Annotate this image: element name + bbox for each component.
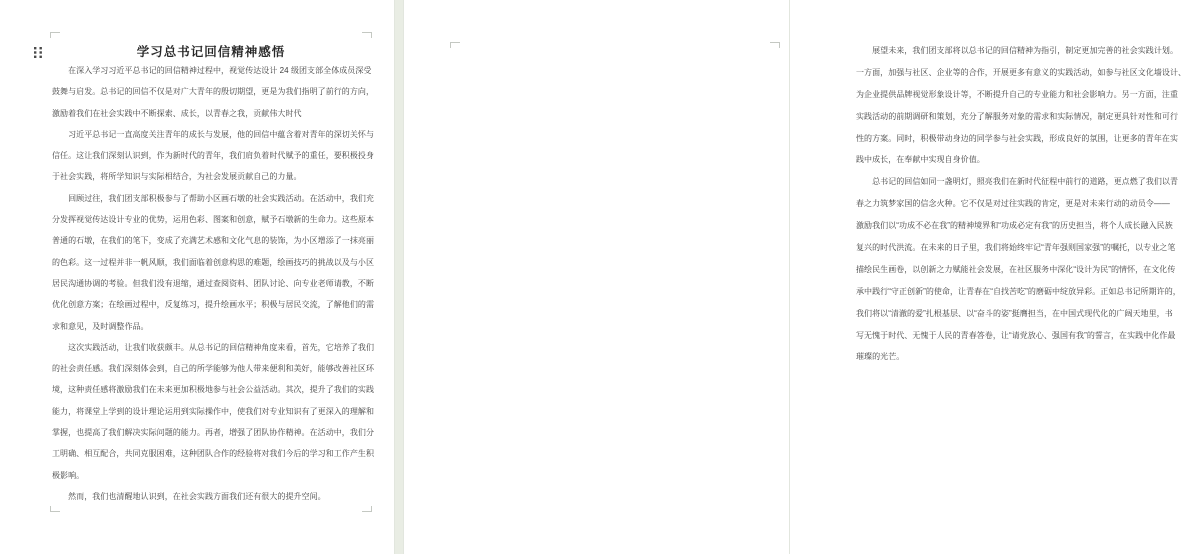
- text-line: 的社会责任感。我们深刻体会到，自己的所学能够为他人带来便利和美好，能够改善社区环: [52, 364, 374, 374]
- corner-mark-top-right-icon: [362, 32, 372, 38]
- text-line: 展望未来，我们团支部将以总书记的回信精神为指引，制定更加完善的社会实践计划。: [856, 46, 1178, 55]
- text-line: 描绘民生画卷，以创新之力赋能社会发展，在社区服务中深化“设计为民”的情怀，在文化传: [856, 264, 1176, 274]
- page-1-text[interactable]: [52, 66, 374, 513]
- text-line: 春之力筑梦家国的信念火种。它不仅是对过往实践的肯定，更是对未来行动的动员令——: [856, 199, 1170, 209]
- page-2-text[interactable]: [856, 46, 1186, 374]
- document-page-1[interactable]: [0, 0, 394, 554]
- corner-mark-top-right-icon: [770, 42, 780, 48]
- corner-mark-top-left-icon: [450, 42, 460, 48]
- document-title: 学习总书记回信精神感悟: [136, 45, 286, 59]
- text-line: 境，这种责任感将激励我们在未来更加积极地参与社会公益活动。其次，提升了我们的实践: [52, 385, 374, 395]
- text-line: 工明确、相互配合，共同克服困难，这种团队合作的经验将对我们今后的学习和工作产生积: [52, 449, 374, 459]
- text-line: 信任。这让我们深刻认识到，作为新时代的青年，我们肩负着时代赋予的重任，要积极投身: [52, 151, 374, 161]
- text-line: 求和意见，及时调整作品。: [52, 321, 149, 331]
- text-line: 性的方案。同时，积极带动身边的同学参与社会实践，形成良好的氛围，让更多的青年在实: [856, 133, 1178, 143]
- text-line: 鼓舞与启发。总书记的回信不仅是对广大青年的殷切期望，更是为我们指明了前行的方向，: [52, 87, 374, 97]
- text-line: 于社会实践，将所学知识与实际相结合，为社会发展贡献自己的力量。: [52, 172, 302, 182]
- text-line: 优化创意方案；在绘画过程中，反复练习，提升绘画水平；积极与居民交流，了解他们的需: [52, 300, 374, 310]
- text-line: 在深入学习习近平总书记的回信精神过程中，视觉传达设计 24 级团支部全体成员深受: [52, 66, 372, 75]
- text-line: 承中践行“守正创新”的使命，让青春在“自找苦吃”的磨砺中绽放异彩。正如总书记所期许的，: [856, 286, 1181, 296]
- text-line: 一方面，加强与社区、企业等的合作，开展更多有意义的实践活动，如参与社区文化墙设计、: [856, 67, 1186, 77]
- text-line: 分发挥视觉传达设计专业的优势，运用色彩、图案和创意，赋予石墩新的生命力。这些原本: [52, 215, 374, 225]
- text-line: 居民沟通协调的考验。但我们没有退缩，通过查阅资料、团队讨论、向专业老师请教，不断: [52, 278, 374, 288]
- page-2-right-edge: [789, 0, 790, 554]
- text-line: 实践活动的前期调研和策划，充分了解服务对象的需求和实际情况，制定更具针对性和可行: [856, 111, 1178, 121]
- text-line: 璀璨的光芒。: [856, 352, 905, 362]
- corner-mark-top-left-icon: [50, 32, 60, 38]
- text-line: 的色彩。这一过程并非一帆风顺，我们面临着创意构思的难题，绘画技巧的挑战以及与小区: [52, 257, 374, 267]
- text-line: 回顾过往，我们团支部积极参与了帮助小区画石墩的社会实践活动。在活动中，我们充: [52, 193, 374, 203]
- text-line: 复兴的时代洪流。在未来的日子里，我们将始终牢记“青年强则国家强”的嘱托，以专业之笔: [856, 243, 1176, 253]
- text-line: 这次实践活动，让我们收获颇丰。从总书记的回信精神角度来看，首先，它培养了我们: [52, 342, 374, 352]
- drag-handle-dots: [32, 46, 44, 59]
- text-line: 掌握，也提高了我们解决实际问题的能力。再者，增强了团队协作精神。在活动中，我们分: [52, 428, 374, 438]
- text-line: 极影响。: [52, 470, 85, 480]
- text-line: 总书记的回信如同一盏明灯，照亮我们在新时代征程中前行的道路，更点燃了我们以青: [856, 177, 1178, 187]
- text-line: 写无愧于时代、无愧于人民的青春答卷，让“请党放心、强国有我”的誓言，在实践中化作最: [856, 330, 1176, 340]
- text-line: 习近平总书记一直高度关注青年的成长与发展，他的回信中蕴含着对青年的深切关怀与: [52, 129, 374, 139]
- document-page-2[interactable]: [404, 0, 1186, 554]
- text-line: 普通的石墩，在我们的笔下，变成了充满艺术感和文化气息的装饰，为小区增添了一抹亮丽: [52, 236, 374, 246]
- text-line: 能力，将课堂上学到的设计理论运用到实际操作中，使我们对专业知识有了更深入的理解和: [52, 406, 374, 416]
- text-line: 激励着我们在社会实践中不断探索、成长，以青春之我，贡献伟大时代: [52, 108, 302, 118]
- text-line: 践中成长，在奉献中实现自身价值。: [856, 155, 985, 165]
- text-line: 为企业提供品牌视觉形象设计等，不断提升自己的专业能力和社会影响力。另一方面，注重: [856, 89, 1178, 99]
- page-gap: [394, 0, 404, 554]
- text-line: 我们将以“清澈的爱”扎根基层、以“奋斗的姿”挺膺担当，在中国式现代化的广阔天地里，书: [856, 308, 1173, 318]
- drag-handle-icon[interactable]: [32, 46, 44, 59]
- text-line: 然而，我们也清醒地认识到，在社会实践方面我们还有很大的提升空间。: [52, 491, 326, 501]
- text-line: 激励我们以“功成不必在我”的精神境界和“功成必定有我”的历史担当，将个人成长融入民族: [856, 221, 1173, 231]
